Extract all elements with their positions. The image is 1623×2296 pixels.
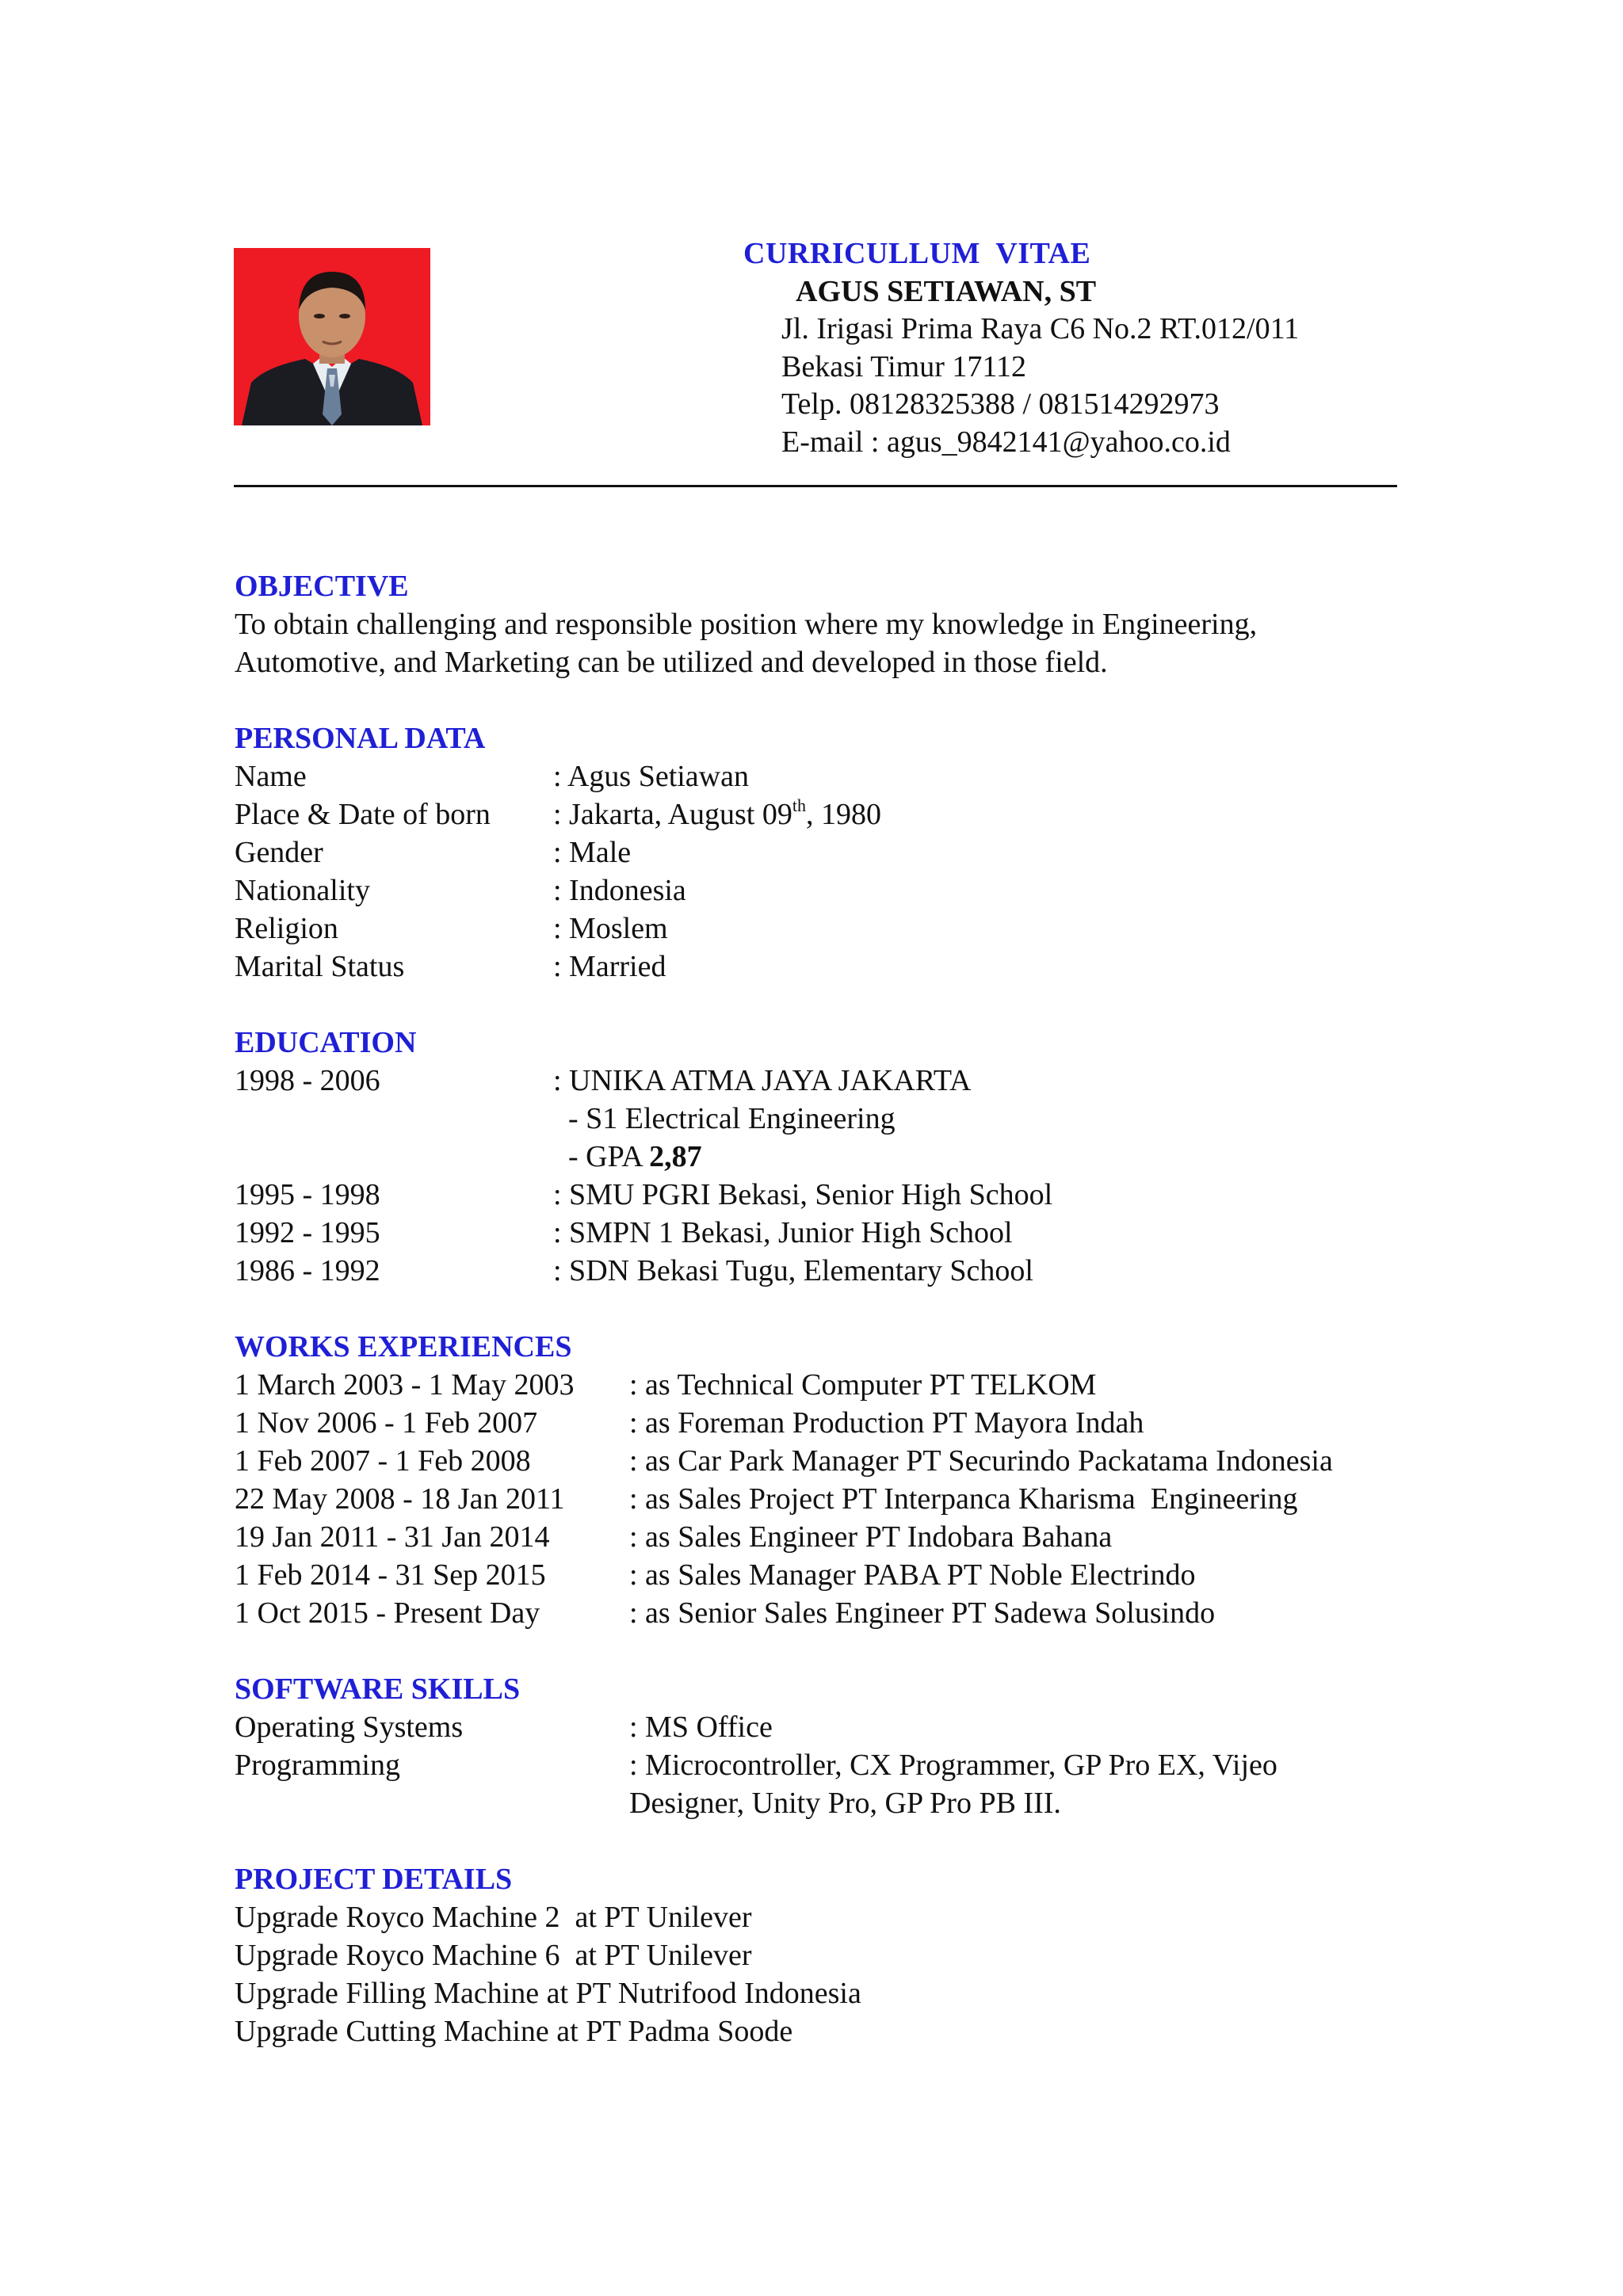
skill-value: : Microcontroller, CX Programmer, GP Pro EX, Vijeo	[629, 1749, 1277, 1782]
work-experiences-heading: WORKS EXPERIENCES	[235, 1330, 572, 1363]
field-value: : Married	[553, 950, 666, 983]
skill-value: : MS Office	[629, 1711, 773, 1744]
work-period: 1 Nov 2006 - 1 Feb 2007	[235, 1406, 538, 1440]
gpa-value	[553, 1138, 702, 1176]
degree-value: - S1 Electrical Engineering	[553, 1102, 896, 1135]
period-label: 1992 - 1995	[235, 1216, 380, 1249]
gpa-label: - GPA	[553, 1140, 650, 1173]
work-period: 19 Jan 2011 - 31 Jan 2014	[235, 1520, 550, 1554]
project-details-heading: PROJECT DETAILS	[235, 1863, 513, 1896]
work-period: 1 Feb 2007 - 1 Feb 2008	[235, 1444, 531, 1478]
school-value: : SMU PGRI Bekasi, Senior High School	[553, 1178, 1053, 1211]
profile-photo	[234, 248, 430, 425]
work-role: : as Sales Manager PABA PT Noble Electrindo	[629, 1558, 1196, 1592]
project-item: Upgrade Royco Machine 2 at PT Unilever	[235, 1901, 752, 1934]
project-item: Upgrade Filling Machine at PT Nutrifood Indonesia	[235, 1977, 861, 2010]
field-label: Religion	[235, 912, 338, 945]
field-value: : Male	[553, 836, 632, 869]
objective-line: To obtain challenging and responsible position where my knowledge in Engineering,	[235, 608, 1258, 641]
birth-year: , 1980	[805, 798, 881, 831]
cv-title: CURRICULLUM VITAE	[743, 237, 1091, 270]
school-value: : SMPN 1 Bekasi, Junior High School	[553, 1216, 1013, 1249]
project-item: Upgrade Cutting Machine at PT Padma Soode	[235, 2015, 793, 2048]
address-line-2: Bekasi Timur 17112	[781, 349, 1026, 383]
skill-category: Operating Systems	[235, 1711, 464, 1744]
phone-text: Telp. 08128325388 / 081514292973	[781, 387, 1220, 421]
work-role: : as Sales Project PT Interpanca Kharisma Engineering	[629, 1482, 1298, 1516]
skill-value: Designer, Unity Pro, GP Pro PB III.	[629, 1787, 1061, 1820]
work-period: 1 Oct 2015 - Present Day	[235, 1596, 540, 1630]
field-label: Marital Status	[235, 950, 405, 983]
work-role: : as Technical Computer PT TELKOM	[629, 1368, 1097, 1402]
objective-text	[235, 605, 1423, 681]
email-text: E-mail : agus_9842141@yahoo.co.id	[781, 425, 1231, 459]
period-label: 1998 - 2006	[235, 1064, 380, 1097]
work-period: 22 May 2008 - 18 Jan 2011	[235, 1482, 565, 1516]
gpa-score: 2,87	[649, 1140, 702, 1173]
project-list	[235, 1898, 861, 2050]
field-label: Place & Date of born	[235, 798, 491, 831]
objective-line: Automotive, and Marketing can be utilized and developed in those field.	[235, 646, 1108, 679]
work-role: : as Senior Sales Engineer PT Sadewa Solusindo	[629, 1596, 1216, 1630]
work-role: : as Foreman Production PT Mayora Indah	[629, 1406, 1144, 1440]
field-label: Gender	[235, 836, 323, 869]
field-label: Nationality	[235, 874, 370, 907]
software-skills-heading: SOFTWARE SKILLS	[235, 1672, 521, 1706]
skill-category: Programming	[235, 1749, 400, 1782]
period-label: 1986 - 1992	[235, 1254, 380, 1287]
ordinal-suffix: th	[792, 795, 806, 816]
school-value: : UNIKA ATMA JAYA JAKARTA	[553, 1064, 972, 1097]
project-item: Upgrade Royco Machine 6 at PT Unilever	[235, 1939, 752, 1972]
header-divider	[234, 485, 1397, 487]
education-heading: EDUCATION	[235, 1026, 417, 1059]
work-period: 1 March 2003 - 1 May 2003	[235, 1368, 575, 1402]
work-role: : as Car Park Manager PT Securindo Packatama Indonesia	[629, 1444, 1333, 1478]
birth-place-date: : Jakarta, August 09	[553, 798, 792, 831]
personal-data-heading: PERSONAL DATA	[235, 722, 486, 755]
objective-heading: OBJECTIVE	[235, 570, 409, 603]
field-value: : Indonesia	[553, 874, 686, 907]
address-line-1: Jl. Irigasi Prima Raya C6 No.2 RT.012/011	[781, 312, 1300, 345]
field-value	[553, 795, 881, 833]
work-period: 1 Feb 2014 - 31 Sep 2015	[235, 1558, 546, 1592]
candidate-name: AGUS SETIAWAN, ST	[796, 275, 1097, 308]
contact-block	[781, 311, 1299, 461]
work-role: : as Sales Engineer PT Indobara Bahana	[629, 1520, 1113, 1554]
field-value: : Agus Setiawan	[553, 760, 749, 793]
field-label: Name	[235, 760, 307, 793]
period-label: 1995 - 1998	[235, 1178, 380, 1211]
school-value: : SDN Bekasi Tugu, Elementary School	[553, 1254, 1033, 1287]
field-value: : Moslem	[553, 912, 668, 945]
